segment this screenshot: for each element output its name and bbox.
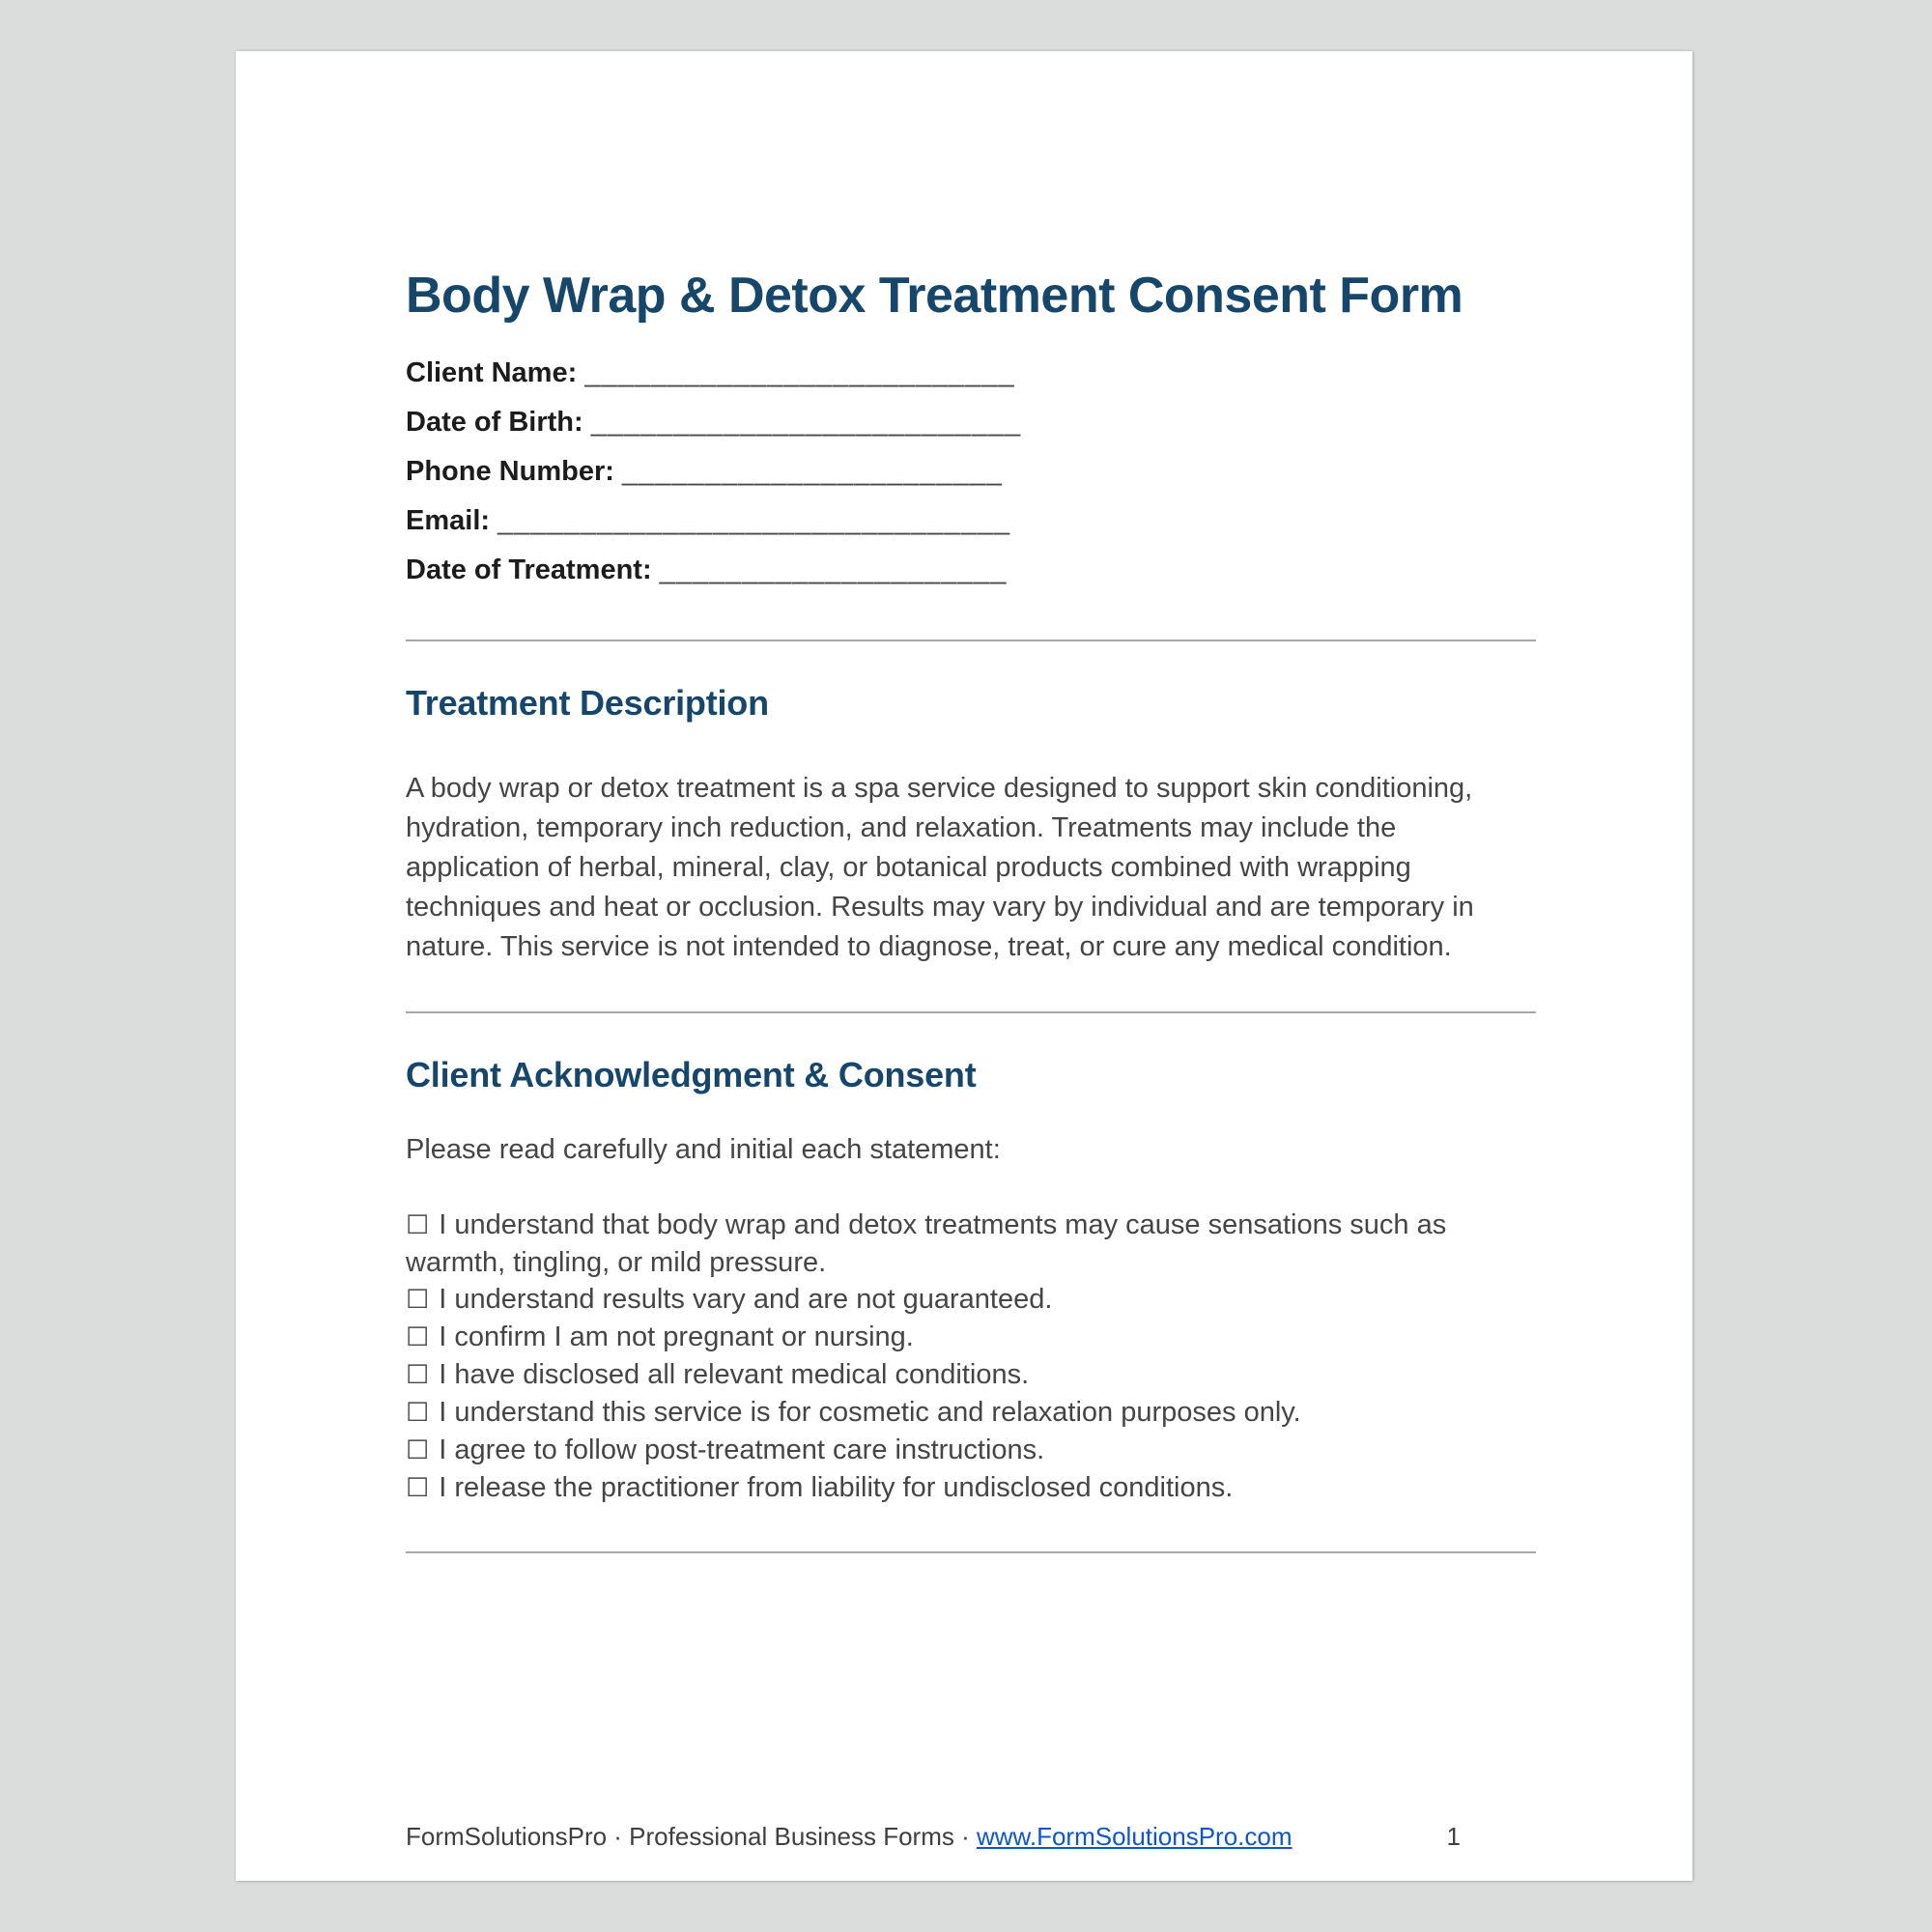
- footer-link[interactable]: www.FormSolutionsPro.com: [976, 1822, 1293, 1851]
- field-label: Client Name:: [406, 357, 578, 388]
- checkbox-icon[interactable]: ☐: [406, 1285, 430, 1315]
- field-row-email: [406, 497, 1536, 546]
- field-label: Date of Birth:: [406, 407, 583, 438]
- consent-item-text: I understand this service is for cosmetic and relaxation purposes only.: [439, 1397, 1301, 1428]
- consent-checklist-item: [406, 1394, 1536, 1432]
- checkbox-icon[interactable]: ☐: [406, 1210, 430, 1240]
- consent-item-text: I understand that body wrap and detox treatments may cause sensations such as warmth, tingling, or mild pressure.: [406, 1209, 1447, 1278]
- field-label: Date of Treatment:: [406, 554, 652, 585]
- consent-checklist-item: [406, 1319, 1536, 1356]
- checkbox-icon[interactable]: ☐: [406, 1360, 430, 1390]
- consent-checklist-item: [406, 1432, 1536, 1469]
- field-label: Email:: [406, 505, 491, 536]
- field-blank-line[interactable]: __________________________: [584, 357, 1015, 388]
- consent-heading: Client Acknowledgment & Consent: [406, 1055, 977, 1094]
- section-divider: [406, 639, 1536, 641]
- treatment-description-text: A body wrap or detox treatment is a spa service designed to support skin conditioning, hydration, temporary inch reduction, and relaxation. Treatments may include the application of herbal, mineral, clay, or botanical products combined with wrapping techniques and heat or occlusion. Results may vary by individual and are temporary in nature. This service is not intended to diagnose, treat, or cure any medical condition.: [406, 773, 1474, 962]
- consent-item-text: I have disclosed all relevant medical conditions.: [439, 1359, 1030, 1390]
- field-blank-line[interactable]: _______________________________: [497, 505, 1011, 536]
- checkbox-icon[interactable]: ☐: [406, 1473, 430, 1503]
- footer-text: [406, 1822, 1293, 1852]
- field-blank-line[interactable]: __________________________: [590, 407, 1022, 438]
- section-divider: [406, 1011, 1536, 1013]
- field-row-phone-number: [406, 447, 1536, 497]
- checkbox-icon[interactable]: ☐: [406, 1435, 430, 1465]
- form-title: Body Wrap & Detox Treatment Consent Form: [406, 268, 1463, 324]
- client-info-fields: [406, 349, 1536, 595]
- page-number: 1: [1446, 1822, 1461, 1851]
- consent-intro: Please read carefully and initial each statement:: [406, 1134, 1001, 1165]
- consent-item-text: I confirm I am not pregnant or nursing.: [439, 1321, 914, 1352]
- consent-checklist-item: [406, 1356, 1536, 1394]
- consent-checklist-item: [406, 1281, 1536, 1319]
- document-page: [236, 51, 1692, 1881]
- footer-brand-tagline: FormSolutionsPro · Professional Business Forms ·: [406, 1822, 977, 1851]
- consent-checklist-item: [406, 1207, 1536, 1281]
- consent-item-text: I agree to follow post-treatment care instructions.: [439, 1435, 1045, 1465]
- consent-item-text: I understand results vary and are not guaranteed.: [439, 1284, 1053, 1315]
- field-row-date-of-treatment: [406, 546, 1536, 595]
- section-divider: [406, 1551, 1536, 1553]
- consent-checklist-item: [406, 1469, 1536, 1507]
- checkbox-icon[interactable]: ☐: [406, 1398, 430, 1428]
- field-blank-line[interactable]: _____________________: [659, 554, 1008, 585]
- checkbox-icon[interactable]: ☐: [406, 1322, 430, 1352]
- consent-checklist: [406, 1207, 1536, 1507]
- field-label: Phone Number:: [406, 456, 614, 487]
- treatment-description-heading: Treatment Description: [406, 683, 769, 723]
- field-row-client-name: [406, 349, 1536, 398]
- page-footer: [406, 1822, 1536, 1852]
- consent-item-text: I release the practitioner from liability for undisclosed conditions.: [439, 1472, 1234, 1503]
- field-blank-line[interactable]: _______________________: [621, 456, 1003, 487]
- field-row-date-of-birth: [406, 398, 1536, 447]
- document-content: [236, 51, 1692, 1553]
